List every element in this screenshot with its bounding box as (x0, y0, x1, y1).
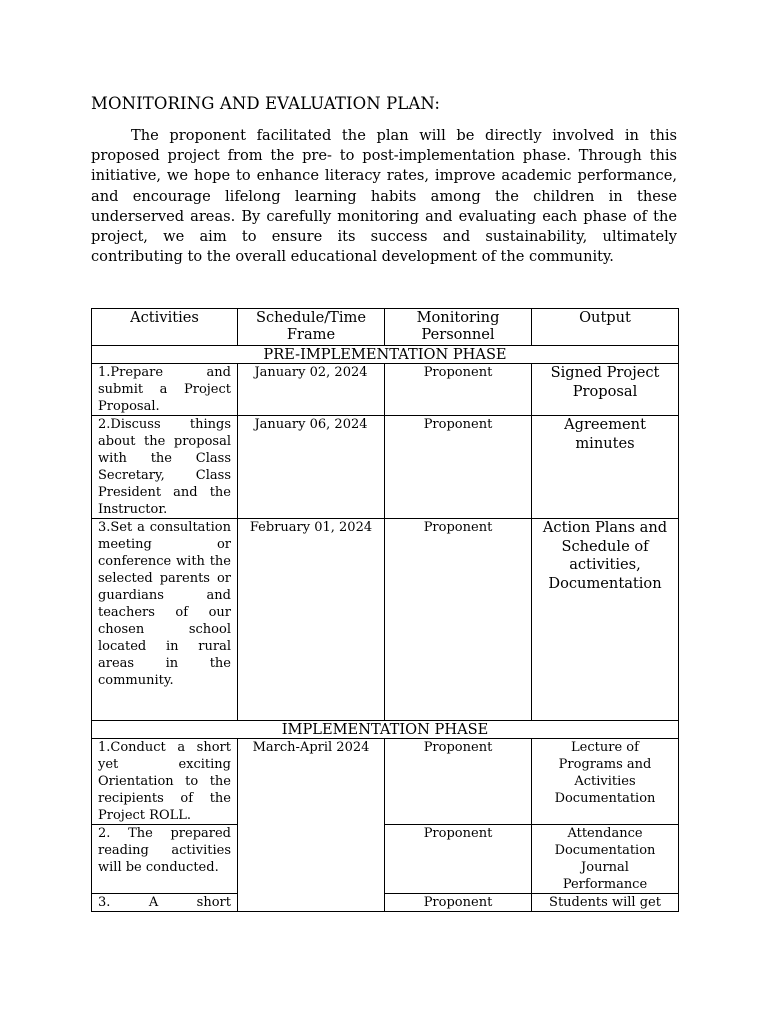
personnel-cell: Proponent (385, 364, 532, 416)
output-cell: Signed Project Proposal (532, 364, 679, 416)
activity-cell: 1.Prepare and submit a Project Proposal. (92, 364, 238, 416)
activity-cell: 1.Conduct a short yet exciting Orientation to the recipients of the Project ROLL. (92, 739, 238, 825)
table-row (92, 519, 679, 721)
table-row (92, 364, 679, 416)
monitoring-table (91, 308, 679, 912)
output-cell: Action Plans and Schedule of activities, Documentation (532, 519, 679, 721)
output-cell: Students will get (532, 894, 679, 912)
phase-row (92, 346, 679, 364)
personnel-cell: Proponent (385, 825, 532, 894)
personnel-cell: Proponent (385, 519, 532, 721)
implementation-phase-label: IMPLEMENTATION PHASE (92, 721, 679, 739)
pre-implementation-phase-label: PRE-IMPLEMENTATION PHASE (92, 346, 679, 364)
output-cell: Lecture of Programs and Activities Documentation (532, 739, 679, 825)
header-output: Output (532, 309, 679, 346)
schedule-cell: January 06, 2024 (238, 416, 385, 519)
output-cell: Agreement minutes (532, 416, 679, 519)
table-row (92, 739, 679, 825)
personnel-cell: Proponent (385, 416, 532, 519)
table-header-row (92, 309, 679, 346)
activity-cell: 3.Set a consultation meeting or conference with the selected parents or guardians and teachers of our chosen school located in rural areas in the community. (92, 519, 238, 721)
schedule-cell: January 02, 2024 (238, 364, 385, 416)
activity-cell: 2. The prepared reading activities will be conducted. (92, 825, 238, 894)
section-heading: MONITORING AND EVALUATION PLAN: (91, 94, 440, 113)
output-cell: Attendance Documentation Journal Performance (532, 825, 679, 894)
activity-cell: 3. A short (92, 894, 238, 912)
schedule-cell: February 01, 2024 (238, 519, 385, 721)
header-personnel: Monitoring Personnel (385, 309, 532, 346)
personnel-cell: Proponent (385, 739, 532, 825)
activity-cell: 2.Discuss things about the proposal with the Class Secretary, Class President and the Instructor. (92, 416, 238, 519)
intro-paragraph: The proponent facilitated the plan will be directly involved in this proposed project from the pre- to post-implementation phase. Through this initiative, we hope to enhance literacy rates, improve academic performance, and encourage lifelong learning habits among the children in these underserved areas. By carefully monitoring and evaluating each phase of the project, we aim to ensure its success and sustainability, ultimately contributing to the overall educational development of the community. (91, 127, 677, 266)
header-activities: Activities (92, 309, 238, 346)
table-row (92, 825, 679, 894)
personnel-cell: Proponent (385, 894, 532, 912)
table-row (92, 416, 679, 519)
schedule-cell: March-April 2024 (238, 739, 385, 912)
phase-row (92, 721, 679, 739)
table-row (92, 894, 679, 912)
header-schedule: Schedule/Time Frame (238, 309, 385, 346)
